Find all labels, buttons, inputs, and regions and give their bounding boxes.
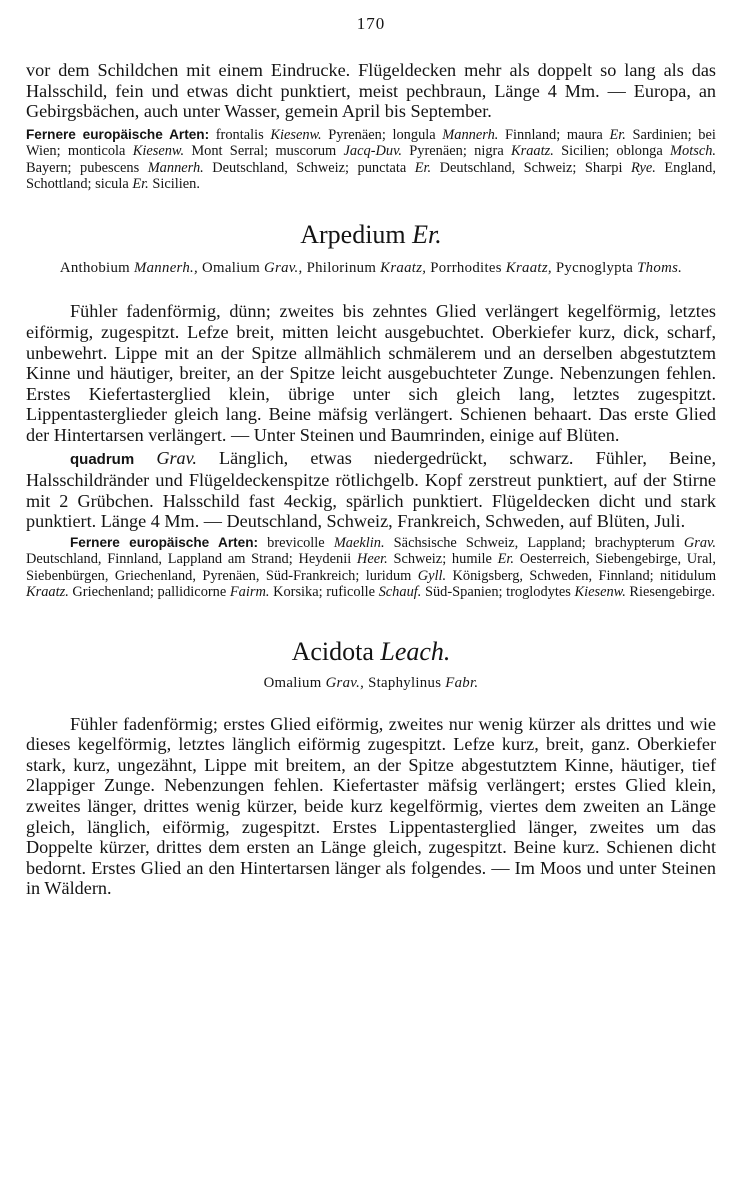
species-item (72, 160, 349, 176)
species-item (467, 143, 609, 159)
species-author: Jacq-Duv. (343, 143, 402, 160)
synonym-name: Anthobium (59, 260, 130, 277)
synonym-item (552, 260, 682, 276)
synonym-name: Staphylinus (368, 674, 442, 691)
synonym-author: Grav., (325, 674, 365, 691)
genus-name: Arpedium (300, 220, 406, 250)
species-item (92, 176, 200, 192)
species-name: luridum (365, 567, 412, 584)
synonym-item (264, 675, 365, 691)
species-locality: Süd-Spanien; (424, 584, 503, 601)
species-item (268, 143, 467, 159)
species-author: Er. (609, 126, 626, 143)
species-author: Rye. (630, 159, 656, 176)
synonym-author: Thoms. (637, 260, 683, 277)
species-name: sicula (95, 176, 129, 192)
species-name: pallidicorne (157, 584, 227, 601)
synonym-item (364, 675, 478, 691)
species-locality: Deutschland, Schweiz; (439, 159, 577, 176)
species-author: Fairm. (229, 584, 270, 601)
species-author: Kraatz. (511, 143, 554, 160)
species-locality: Korsika; (273, 584, 323, 601)
section1-other-species (26, 127, 716, 193)
species-locality: Königsberg, Schweden, Finnland; (452, 567, 654, 584)
synonym-name: Porrhodites (430, 260, 502, 277)
species-locality: Finnland; (505, 126, 561, 143)
species-name: punctata (357, 159, 407, 176)
species-locality: Sicilien; (561, 143, 610, 160)
species-author: Kraatz. (26, 584, 69, 601)
species-item (61, 143, 269, 159)
genus-synonyms-arpedium (26, 260, 716, 277)
species-name: nigra (474, 143, 504, 160)
species-locality: Sardinien; bei Wien; (26, 126, 716, 160)
species-author: Heer. (356, 551, 388, 568)
species-name: muscorum (275, 143, 337, 160)
species-name: Sharpi (584, 159, 623, 176)
species-author: Er. (132, 176, 149, 192)
species-author: Motsch. (670, 143, 717, 160)
species-locality: Sächsische Schweiz, Lappland; (393, 534, 586, 551)
species-name: oblonga (616, 143, 663, 160)
species-locality: Griechenland; (72, 584, 154, 601)
species-locality: Riesengebirge. (629, 584, 716, 601)
species-author: Gyll. (417, 567, 447, 584)
species-locality: Bayern; (26, 159, 72, 176)
genus-heading-arpedium (26, 220, 716, 250)
genus-description-acidota: Fühler fadenförmig; erstes Glied eiförmig, zweites nur wenig kürzer als drittes und wie dieses kegelförmig, letztes länglich eiförmig zugespitzt. Lefze kurz, breit, ganz. Oberkiefer stark, kurz, ungezähnt, Lippe mit breitem, an der Spitze abgestutztem Kinne, häutiger, tief 2lappiger Zunge. Nebenzungen fehlen. Kiefertaster mäfsig verlängert; erstes Glied klein, zweites länger, drittes wenig kürzer, beide kurz kegelförmig, viertes dem zweiten an Länge gleich, länglich, eiförmig, zugespitzt. Erstes Lippentasterglied länger, zweites um das Doppelte kürzer, drittes dem ersten an Länge gleich, zugespitzt. Beine kurz. Schienen dicht bedornt. Erstes Glied an den Hintertarsen länger als folgendes. — Im Moos und unter Steinen in Wäldern. (26, 713, 716, 899)
synonym-item (426, 260, 552, 276)
synonym-author: Kraatz, (505, 260, 552, 277)
genus-author: Er. (412, 220, 442, 250)
page-number: 170 (356, 14, 386, 33)
species-name: Heydenii (298, 551, 352, 568)
synonym-author: Fabr. (445, 674, 479, 691)
species-author: Kiesenw. (574, 584, 626, 601)
synonym-item (60, 260, 198, 276)
species-name: troglodytes (506, 584, 571, 601)
species-item (216, 127, 386, 143)
species-name: ruficolle (326, 584, 375, 601)
species-name: brevicolle (267, 534, 325, 551)
species-description: Länglich, etwas niedergedrückt, schwarz. Fühler, Beine, Halsschildränder und Flügeldeckenspitze rötlichgelb. Kopf zerstreut punktiert, auf der Stirne mit 2 Grübchen. Halsschild fast 4eckig, spärlich punktiert. Flügeldecken dicht und stark punktiert. Länge 4 Mm. — Deutschland, Schweiz, Frankreich, Schweden, auf Blüten, Juli. (26, 447, 717, 532)
species-locality: Deutschland, Finnland, Lappland am Strand; (26, 551, 293, 568)
species-name: frontalis (215, 126, 264, 143)
species-name: maura (566, 126, 603, 143)
species-locality: England, Schottland; (26, 159, 716, 192)
species-locality: Pyrenäen; (409, 143, 467, 160)
synonym-item (303, 260, 427, 276)
synonym-name: Omalium (202, 260, 261, 277)
species-name: longula (392, 126, 436, 143)
synonym-item (198, 260, 303, 276)
species-author: Er. (497, 551, 515, 568)
section1-other-label: Fernere europäische Arten: (26, 126, 210, 142)
species-item (359, 568, 653, 584)
synonym-author: Mannerh., (133, 260, 199, 277)
species-author: Grav. (156, 447, 197, 468)
species-author: Er. (414, 159, 432, 176)
section1-paragraph: vor dem Schildchen mit einem Eindrucke. Flügeldecken mehr als doppelt so lang als das Halsschild, fein und etwas dicht punktiert, meist pechbraun, Länge 4 Mm. — Europa, an Gebirgsbächen, auch unter Wasser, gemein April bis September. (26, 60, 716, 122)
synonym-name: Philorinum (306, 260, 377, 277)
arpedium-other-species (26, 535, 716, 601)
species-item (386, 127, 560, 143)
species-item (293, 551, 446, 567)
species-author: Grav. (683, 534, 716, 551)
species-item (349, 160, 576, 176)
species-item (267, 535, 586, 551)
book-page (26, 14, 716, 899)
species-item (154, 584, 323, 600)
species-locality: Deutschland, Schweiz; (212, 159, 350, 176)
species-author: Kiesenw. (132, 143, 185, 160)
species-item (323, 584, 503, 600)
species-locality: Mont Serral; (191, 143, 269, 160)
species-name: monticola (67, 143, 126, 160)
species-locality: Oesterreich, Siebengebirge, Ural, Siebenbürgen, Griechenland, Pyrenäen, Süd-Frankreich; (26, 551, 716, 584)
genus-name: Acidota (291, 636, 374, 666)
species-locality: Pyrenäen; (328, 126, 386, 143)
species-item (503, 584, 716, 600)
species-author: Maeklin. (333, 534, 385, 551)
genus-heading-acidota (26, 637, 716, 667)
species-name: nitidulum (660, 567, 717, 584)
species-name: pubescens (80, 159, 140, 176)
species-name: brachypterum (594, 534, 675, 551)
genus-description-arpedium: Fühler fadenförmig, dünn; zweites bis zehntes Glied verlängert kegelförmig, letztes eiförmig, zugespitzt. Lefze breit, mitten leicht ausgebuchtet. Oberkiefer kurz, dick, scharf, unbewehrt. Lippe mit an der Spitze allmählich schmälerem und an derselben abgestutztem Kinne und häutiger, breiter, an der Spitze leicht ausgebuchteter Zunge. Nebenzungen fehlen. Erstes Kiefertasterglied klein, übrige unter sich gleich lang, letztes zugespitzt. Lippentasterglieder gleich lang. Beine mäfsig verlängert. Schienen behaart. Das erste Glied der Hintertarsen verlängert. — Unter Steinen und Baumrinden, einige auf Blüten. (26, 301, 716, 445)
species-entry-quadrum (26, 448, 716, 532)
synonym-name: Omalium (263, 674, 322, 691)
species-locality: Sicilien. (152, 176, 200, 192)
species-locality: Schweiz; (393, 551, 447, 568)
species-author: Kiesenw. (270, 126, 322, 143)
synonym-name: Pycnoglypta (555, 260, 634, 277)
genus-author: Leach. (380, 636, 451, 666)
species-name: quadrum (70, 450, 135, 468)
species-name: humile (451, 551, 492, 568)
arpedium-other-label: Fernere europäische Arten: (70, 534, 259, 550)
synonym-author: Grav., (264, 260, 303, 277)
genus-synonyms-acidota (26, 675, 716, 692)
species-author: Mannerh. (442, 126, 499, 143)
species-author: Mannerh. (147, 159, 204, 176)
species-author: Schauf. (378, 584, 422, 601)
synonym-author: Kraatz, (380, 260, 427, 277)
